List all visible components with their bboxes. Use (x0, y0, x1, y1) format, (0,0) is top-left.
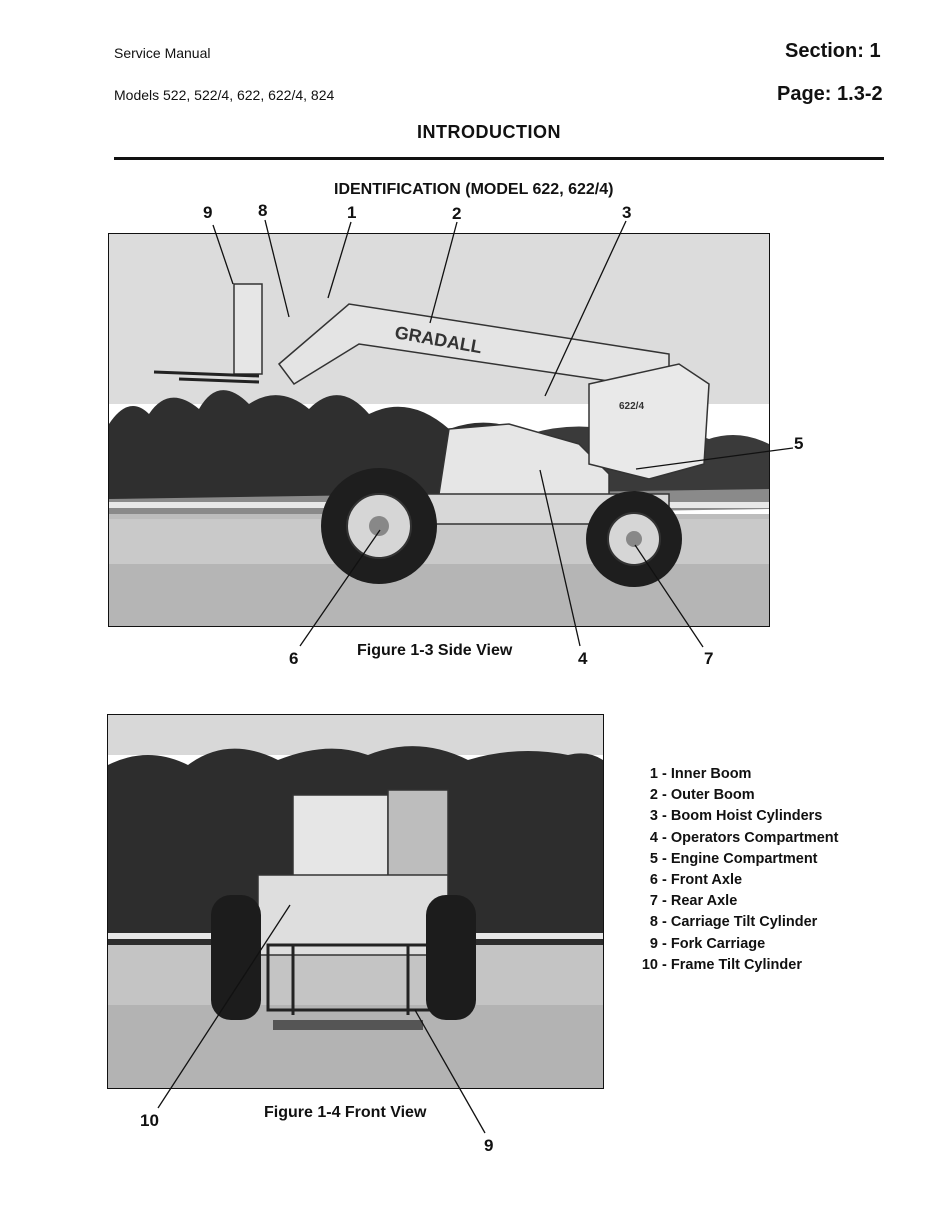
figure-1-4-caption: Figure 1-4 Front View (264, 1104, 427, 1121)
callout-4: 4 (578, 649, 588, 668)
callout-9-front: 9 (484, 1136, 494, 1155)
section-number: Section: 1 (785, 40, 881, 62)
legend-item: 6 - Front Axle (649, 871, 743, 888)
callout-6: 6 (289, 649, 299, 668)
callout-9-side: 9 (203, 203, 213, 222)
svg-text:GRADALL: GRADALL (393, 322, 484, 358)
callout-1: 1 (347, 203, 357, 222)
legend-item: 9 - Fork Carriage (649, 935, 766, 952)
models-line: Models 522, 522/4, 622, 622/4, 824 (114, 87, 335, 103)
machine-marking: 622/4 (619, 401, 645, 412)
manual-title: Service Manual (114, 45, 211, 61)
legend-item: 1 - Inner Boom (649, 766, 752, 782)
legend-item: 7 - Rear Axle (649, 893, 738, 910)
callout-7: 7 (704, 649, 714, 668)
page-number: Page: 1.3-2 (777, 83, 883, 105)
legend-item: 8 - Carriage Tilt Cylinder (649, 914, 818, 931)
legend-item: 2 - Outer Boom (649, 787, 755, 804)
legend-item: 3 - Boom Hoist Cylinders (649, 808, 823, 825)
component-legend (630, 766, 838, 978)
callout-10: 10 (140, 1111, 159, 1130)
figure-section-title: IDENTIFICATION (MODEL 622, 622/4) (334, 181, 614, 198)
callout-3: 3 (622, 203, 632, 222)
legend-item: 5 - Engine Compartment (649, 850, 818, 867)
page-title: INTRODUCTION (417, 122, 561, 142)
legend-item: 4 - Operators Compartment (649, 829, 839, 846)
callout-2: 2 (452, 204, 462, 223)
legend-item: 10 - Frame Tilt Cylinder (641, 956, 802, 973)
callout-8: 8 (258, 201, 268, 220)
callout-5: 5 (794, 434, 804, 453)
figure-1-3-caption: Figure 1-3 Side View (357, 642, 513, 659)
